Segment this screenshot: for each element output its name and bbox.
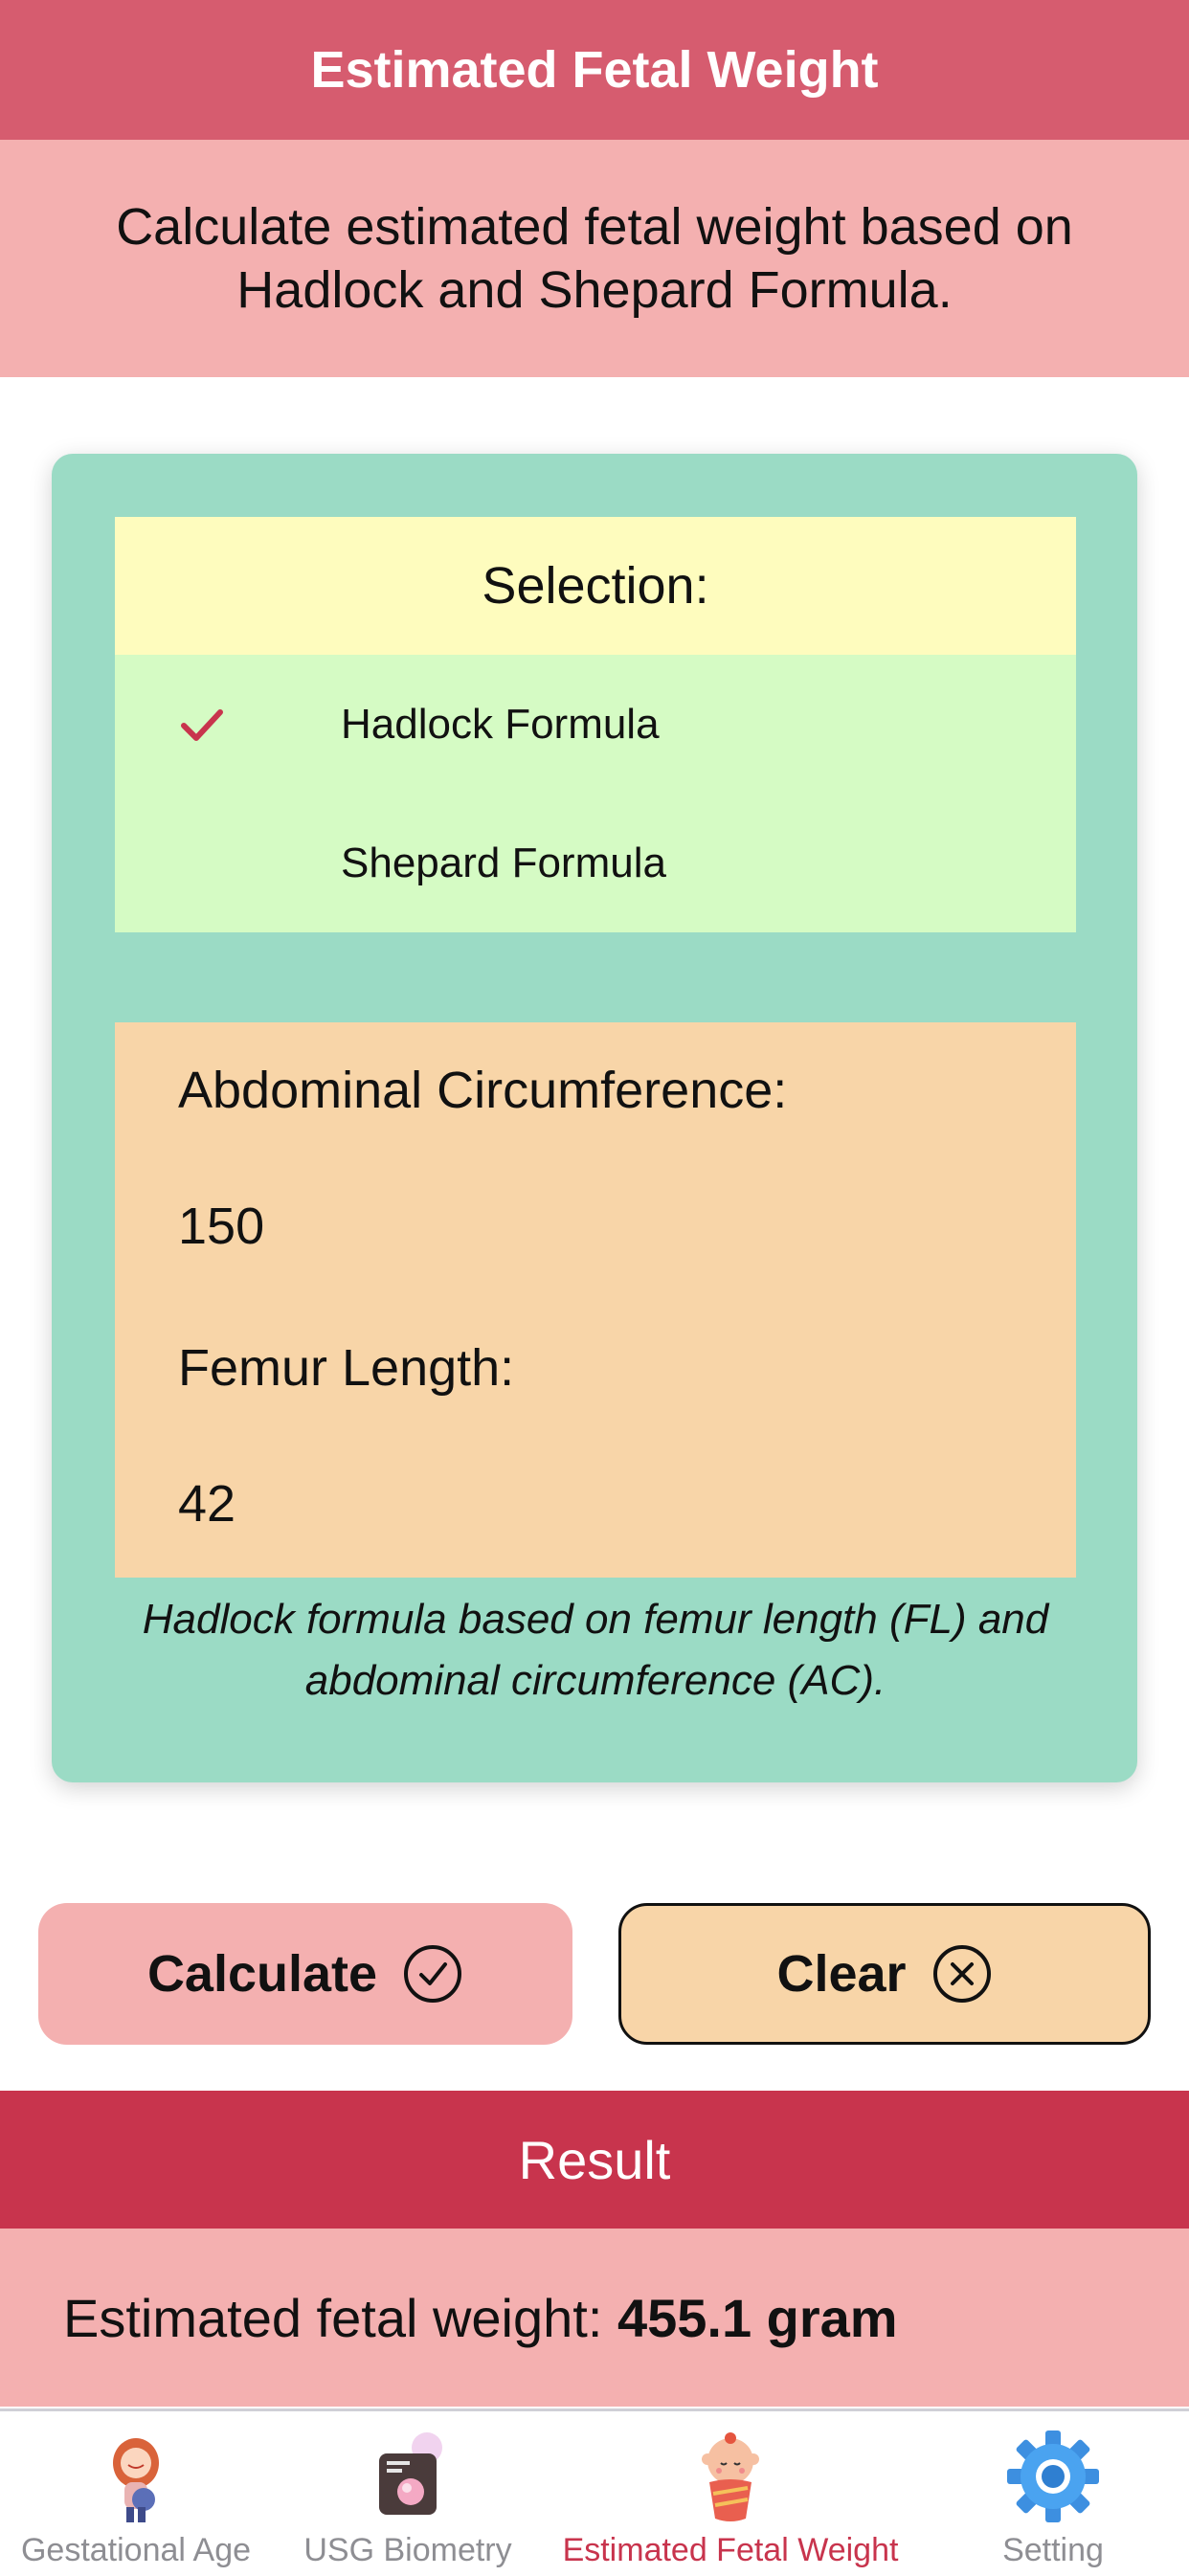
intro-text: Calculate estimated fetal weight based on Hadlock and Shepard Formula. [116,198,1073,319]
checkmark-icon [178,701,226,749]
intro-banner [0,140,1189,377]
ac-input[interactable] [178,1197,1021,1256]
option-hadlock-formula[interactable] [115,655,1076,794]
baby-icon [681,2427,780,2526]
tab-gestational-age[interactable] [0,2411,272,2576]
calculate-button[interactable] [38,1903,572,2045]
calculator-card [52,454,1137,1782]
option-shepard-formula[interactable] [115,794,1076,932]
result-text [63,2287,898,2349]
tab-usg-biometry[interactable] [272,2411,544,2576]
tab-label: USG Biometry [303,2532,512,2568]
pregnant-woman-icon [86,2427,186,2526]
tab-setting[interactable] [917,2411,1189,2576]
option-label: Hadlock Formula [341,700,660,748]
calculate-label: Calculate [146,1945,378,2003]
ultrasound-icon [358,2427,458,2526]
page-title: Estimated Fetal Weight [310,41,879,99]
fl-label: Femur Length: [178,1339,515,1397]
check-circle-icon [402,1943,463,2005]
gear-icon [1003,2427,1103,2526]
tab-label: Gestational Age [20,2532,252,2568]
tab-bar [0,2408,1189,2576]
result-prefix: Estimated fetal weight: [63,2287,617,2348]
tab-label: Setting [1002,2532,1104,2568]
clear-label: Clear [776,1945,907,2003]
formula-selection-list [115,655,1076,932]
app-header [0,0,1189,140]
fl-input[interactable] [178,1474,1021,1534]
option-label: Shepard Formula [341,839,666,886]
result-title: Result [518,2129,671,2190]
result-value: 455.1 gram [617,2287,898,2348]
selection-heading: Selection: [115,517,1076,655]
measurement-inputs [115,1022,1076,1578]
tab-estimated-fetal-weight[interactable] [544,2411,917,2576]
tab-label: Estimated Fetal Weight [562,2532,899,2568]
result-heading [0,2091,1189,2229]
formula-note: Hadlock formula based on femur length (FL) and abdominal circumference (AC). [142,1596,1049,1704]
clear-button[interactable] [618,1903,1151,2045]
close-circle-icon [931,1943,993,2005]
ac-label: Abdominal Circumference: [178,1062,788,1119]
result-panel [0,2229,1189,2407]
